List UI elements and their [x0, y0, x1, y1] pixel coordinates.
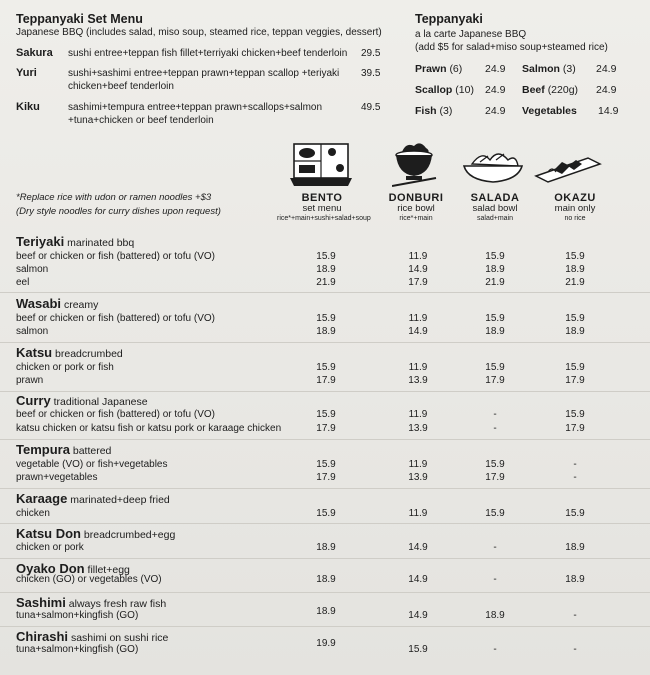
salad-bowl-icon — [460, 146, 526, 186]
section-karaage — [16, 491, 636, 521]
price-bento: 19.9 — [316, 638, 336, 649]
price-bento: 18.9 — [316, 574, 336, 585]
tep-item-qty: (3) — [439, 105, 453, 117]
table-row — [16, 362, 636, 375]
row-label: tuna+salmon+kingfish (GO) — [16, 610, 139, 621]
section-divider — [0, 592, 650, 593]
table-row — [16, 409, 636, 422]
table-row — [16, 251, 636, 264]
price-salada: 15.9 — [485, 459, 505, 470]
section-heading — [16, 595, 166, 610]
price-okazu: 21.9 — [565, 277, 585, 288]
teppanyaki-item — [522, 105, 632, 117]
section-divider — [0, 523, 650, 524]
price-okazu: 18.9 — [565, 326, 585, 337]
row-label: beef or chicken or fish (battered) or tofu (VO) — [16, 409, 215, 420]
row-label: prawn — [16, 375, 44, 386]
price-donburi: 13.9 — [408, 423, 428, 434]
price-bento: 17.9 — [316, 375, 336, 386]
price-donburi: 15.9 — [408, 644, 428, 655]
price-bento: 18.9 — [316, 326, 336, 337]
tep-item-name: Scallop — [415, 84, 453, 96]
column-header-bento — [277, 192, 371, 223]
column-title: OKAZU — [554, 192, 596, 204]
price-donburi: 14.9 — [408, 610, 428, 621]
row-label: chicken (GO) or vegetables (VO) — [16, 574, 162, 585]
table-row — [16, 375, 636, 388]
teppanyaki-title: Teppanyaki — [415, 12, 483, 26]
price-okazu: 15.9 — [565, 313, 585, 324]
set-item-desc: sushi entree+teppan fish fillet+terriyaki chicken+beef tenderloin — [68, 48, 348, 59]
price-salada: - — [493, 542, 497, 553]
section-name: Tempura — [16, 442, 70, 457]
tep-item-qty: (6) — [449, 63, 463, 75]
section-name: Katsu Don — [16, 526, 81, 541]
section-desc: battered — [72, 445, 112, 457]
tep-item-name: Vegetables — [522, 105, 577, 117]
section-divider — [0, 558, 650, 559]
tep-item-name: Salmon — [522, 63, 560, 75]
table-row — [16, 606, 636, 623]
tep-item-name: Prawn — [415, 63, 447, 75]
table-row — [16, 313, 636, 326]
price-bento: 15.9 — [316, 508, 336, 519]
section-divider — [0, 488, 650, 489]
section-desc: marinated+deep fried — [70, 494, 170, 506]
table-row — [16, 574, 636, 587]
set-item-price: 39.5 — [361, 68, 381, 79]
price-okazu: 18.9 — [565, 542, 585, 553]
rice-bowl-icon — [392, 138, 438, 190]
tep-item-qty: (3) — [562, 63, 576, 75]
row-label: beef or chicken or fish (battered) or tofu (VO) — [16, 313, 215, 324]
section-name: Teriyaki — [16, 234, 65, 249]
price-salada: 18.9 — [485, 264, 505, 275]
section-name: Oyako Don — [16, 561, 85, 576]
set-item-desc: sushi+sashimi entree+teppan prawn+teppan scallop +teriyaki chicken+beef tenderloin — [68, 68, 340, 92]
section-desc: breadcrumbed+egg — [83, 529, 176, 541]
section-sashimi — [16, 595, 636, 625]
price-donburi: 14.9 — [408, 574, 428, 585]
tep-item-name: Fish — [415, 105, 437, 117]
section-oyako-don — [16, 561, 636, 591]
price-okazu: - — [573, 459, 577, 470]
price-okazu: 15.9 — [565, 251, 585, 262]
column-header-okazu — [530, 192, 620, 223]
price-bento: 15.9 — [316, 313, 336, 324]
set-menu-title: Teppanyaki Set Menu — [16, 12, 143, 26]
price-donburi: 11.9 — [408, 459, 428, 470]
column-note: rice*+main+sushi+salad+soup — [277, 215, 371, 222]
section-name: Curry — [16, 393, 51, 408]
price-salada: 18.9 — [485, 326, 505, 337]
price-donburi: 14.9 — [408, 326, 428, 337]
teppanyaki-subtitle: a la carte Japanese BBQ — [415, 29, 527, 40]
tep-item-price: 24.9 — [596, 84, 617, 96]
set-menu-subtitle: Japanese BBQ (includes salad, miso soup, steamed rice, teppan veggies, dessert) — [16, 27, 382, 38]
tep-item-name: Beef — [522, 84, 545, 96]
section-divider — [0, 391, 650, 392]
section-heading — [16, 345, 123, 360]
row-label: salmon — [16, 264, 49, 275]
price-donburi: 11.9 — [408, 409, 428, 420]
price-salada: 21.9 — [485, 277, 505, 288]
teppanyaki-item — [415, 84, 515, 96]
section-desc: breadcrumbed — [55, 348, 123, 360]
price-bento: 18.9 — [316, 606, 336, 617]
column-subtitle: main only — [554, 203, 596, 214]
price-okazu: 15.9 — [565, 409, 585, 420]
section-heading — [16, 629, 168, 644]
section-desc: traditional Japanese — [53, 396, 148, 408]
price-bento: 15.9 — [316, 251, 336, 262]
price-bento: 15.9 — [316, 459, 336, 470]
price-salada: 17.9 — [485, 375, 505, 386]
price-bento: 17.9 — [316, 423, 336, 434]
row-label: beef or chicken or fish (battered) or tofu (VO) — [16, 251, 215, 262]
section-wasabi — [16, 296, 636, 340]
section-heading — [16, 234, 134, 249]
teppanyaki-item — [522, 63, 632, 75]
price-salada: - — [493, 644, 497, 655]
table-row — [16, 472, 636, 485]
column-subtitle: rice bowl — [397, 203, 435, 214]
price-donburi: 11.9 — [408, 313, 428, 324]
section-divider — [0, 342, 650, 343]
column-header-donburi — [371, 192, 461, 223]
section-name: Wasabi — [16, 296, 62, 311]
price-okazu: 15.9 — [565, 362, 585, 373]
price-donburi: 13.9 — [408, 472, 428, 483]
section-katsu-don — [16, 526, 636, 556]
section-divider — [0, 292, 650, 293]
column-title: DONBURI — [388, 192, 444, 204]
price-okazu: - — [573, 472, 577, 483]
price-salada: 17.9 — [485, 472, 505, 483]
tep-item-qty: (10) — [455, 84, 474, 96]
set-item-price: 49.5 — [361, 102, 381, 113]
table-row — [16, 508, 636, 521]
row-label: prawn+vegetables — [16, 472, 98, 483]
price-bento: 15.9 — [316, 362, 336, 373]
price-donburi: 13.9 — [408, 375, 428, 386]
section-heading — [16, 393, 148, 408]
row-label: salmon — [16, 326, 49, 337]
price-salada: 15.9 — [485, 313, 505, 324]
price-okazu: 18.9 — [565, 574, 585, 585]
section-tempura — [16, 442, 636, 486]
section-chirashi — [16, 629, 636, 661]
section-desc: always fresh raw fish — [68, 598, 167, 610]
column-note: rice*+main — [399, 215, 433, 222]
set-item-name: Yuri — [16, 67, 37, 79]
row-label: chicken — [16, 508, 50, 519]
column-header-salada — [450, 192, 540, 223]
price-okazu: 18.9 — [565, 264, 585, 275]
price-bento: 21.9 — [316, 277, 336, 288]
table-row — [16, 423, 636, 436]
section-desc: fillet+egg — [87, 564, 130, 576]
bento-box-icon — [288, 140, 354, 190]
price-salada: - — [493, 574, 497, 585]
tep-item-qty: (220g) — [547, 84, 579, 96]
price-bento: 18.9 — [316, 542, 336, 553]
set-menu-item — [16, 47, 386, 61]
column-subtitle: salad bowl — [472, 203, 518, 214]
tep-item-price: 14.9 — [598, 105, 619, 117]
price-donburi: 14.9 — [408, 264, 428, 275]
price-okazu: 17.9 — [565, 375, 585, 386]
teppanyaki-item — [415, 105, 515, 117]
set-item-price: 29.5 — [361, 48, 381, 59]
price-okazu: 17.9 — [565, 423, 585, 434]
row-label: tuna+salmon+kingfish (GO) — [16, 644, 139, 655]
section-name: Chirashi — [16, 629, 69, 644]
table-row — [16, 264, 636, 277]
tep-item-price: 24.9 — [596, 63, 617, 75]
teppanyaki-item — [415, 63, 515, 75]
price-salada: - — [493, 409, 497, 420]
section-curry — [16, 393, 636, 437]
price-salada: 15.9 — [485, 362, 505, 373]
dry-noodle-note: (Dry style noodles for curry dishes upon request) — [16, 206, 221, 217]
main-plate-icon — [532, 150, 604, 186]
section-desc: creamy — [63, 299, 99, 311]
tep-item-price: 24.9 — [485, 84, 506, 96]
row-label: eel — [16, 277, 30, 288]
table-row — [16, 542, 636, 555]
section-desc: sashimi on sushi rice — [70, 632, 169, 644]
section-divider — [0, 439, 650, 440]
column-title: BENTO — [301, 192, 343, 204]
set-item-name: Kiku — [16, 101, 40, 113]
column-note: salad+main — [477, 215, 513, 222]
noodle-note: *Replace rice with udon or ramen noodles +$3 — [16, 192, 212, 203]
section-name: Katsu — [16, 345, 53, 360]
column-title: SALADA — [470, 192, 520, 204]
section-heading — [16, 526, 175, 541]
row-label: chicken or pork or fish — [16, 362, 114, 373]
price-salada: 15.9 — [485, 251, 505, 262]
price-bento: 15.9 — [316, 409, 336, 420]
section-name: Karaage — [16, 491, 68, 506]
teppanyaki-item — [522, 84, 632, 96]
tep-item-price: 24.9 — [485, 105, 506, 117]
set-menu-item — [16, 67, 386, 95]
price-salada: 15.9 — [485, 508, 505, 519]
section-divider — [0, 626, 650, 627]
price-donburi: 17.9 — [408, 277, 428, 288]
table-row — [16, 459, 636, 472]
price-donburi: 14.9 — [408, 542, 428, 553]
column-note: no rice — [564, 215, 586, 222]
section-desc: marinated bbq — [67, 237, 135, 249]
row-label: vegetable (VO) or fish+vegetables — [16, 459, 168, 470]
row-label: katsu chicken or katsu fish or katsu pork or karaage chicken — [16, 423, 282, 434]
set-item-name: Sakura — [16, 47, 53, 59]
set-menu-item — [16, 101, 386, 129]
price-bento: 18.9 — [316, 264, 336, 275]
set-item-desc: sashimi+tempura entree+teppan prawn+scallops+salmon +tuna+chicken or beef tenderloin — [68, 102, 323, 126]
price-bento: 17.9 — [316, 472, 336, 483]
section-name: Sashimi — [16, 595, 66, 610]
price-okazu: - — [573, 644, 577, 655]
price-salada: 18.9 — [485, 610, 505, 621]
section-heading — [16, 442, 111, 457]
section-teriyaki — [16, 234, 636, 290]
price-okazu: - — [573, 610, 577, 621]
table-row — [16, 326, 636, 339]
row-label: chicken or pork — [16, 542, 84, 553]
teppanyaki-note: (add $5 for salad+miso soup+steamed rice) — [415, 42, 608, 53]
table-row — [16, 277, 636, 290]
price-salada: - — [493, 423, 497, 434]
price-okazu: 15.9 — [565, 508, 585, 519]
price-donburi: 11.9 — [408, 251, 428, 262]
price-donburi: 11.9 — [408, 362, 428, 373]
column-subtitle: set menu — [302, 203, 342, 214]
section-heading — [16, 296, 98, 311]
section-heading — [16, 491, 170, 506]
tep-item-price: 24.9 — [485, 63, 506, 75]
price-donburi: 11.9 — [408, 508, 428, 519]
section-katsu — [16, 345, 636, 389]
